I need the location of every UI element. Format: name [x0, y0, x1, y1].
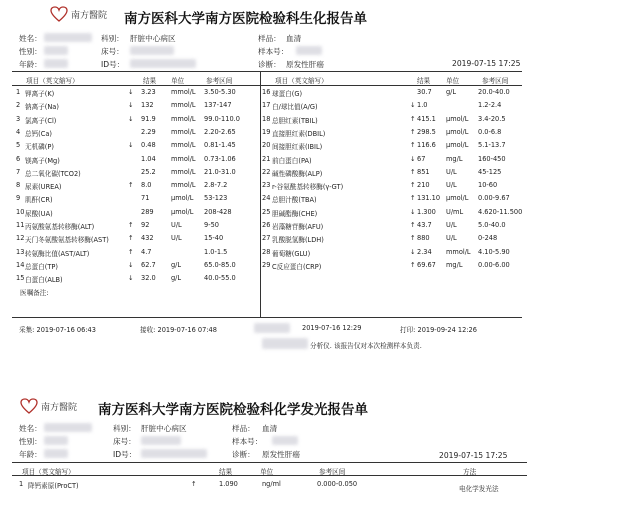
result-ref: 15-40	[204, 234, 224, 243]
report-date-2: 2019-07-15 17:25	[439, 451, 508, 460]
result-flag: ↓	[410, 154, 416, 163]
result-result: 67	[417, 154, 426, 163]
gender-label: 性别：	[19, 47, 42, 56]
result-flag: ↓	[410, 207, 416, 216]
redacted-sample-no	[296, 46, 322, 55]
result-result: 8.0	[141, 181, 152, 190]
result-unit: U/L	[446, 167, 457, 176]
table2-row-flag: ↑	[191, 480, 197, 488]
gender-label-2: 性别：	[19, 437, 42, 446]
result-ref: 40.0-55.0	[204, 274, 236, 283]
result-result: 91.9	[141, 114, 156, 123]
bed-label: 床号：	[101, 47, 124, 56]
specimen-value: 血清	[286, 34, 302, 43]
redacted-bed-2	[141, 436, 181, 445]
dept-label-2: 科别：	[113, 424, 136, 433]
result-item: 天门冬氨酸氨基转移酶(AST)	[25, 236, 109, 245]
result-ref: 208-428	[204, 207, 232, 216]
result-flag: ↑	[410, 114, 416, 123]
result-no: 20	[262, 141, 271, 150]
result-ref: 160-450	[478, 154, 506, 163]
result-result: 432	[141, 234, 154, 243]
receive-time: 接收: 2019-07-16 07:48	[140, 326, 217, 334]
result-result: 298.5	[417, 127, 436, 136]
table2-row-ref: 0.000-0.050	[317, 480, 358, 488]
result-item: 白蛋白(ALB)	[25, 276, 63, 285]
print-time: 打印: 2019-09-24 12:26	[400, 326, 477, 334]
result-item: 肌酐(CR)	[25, 196, 53, 205]
header-ref-right: 参考区间	[482, 77, 509, 85]
bed-label-2: 床号：	[113, 437, 136, 446]
result-unit: U/L	[171, 234, 182, 243]
result-unit: μmol/L	[446, 141, 469, 150]
redacted-id	[130, 59, 196, 68]
specimen-value-2: 血清	[262, 424, 278, 433]
result-no: 2	[16, 101, 21, 110]
result-no: 7	[16, 167, 21, 176]
table2-row-method: 电化学发光法	[459, 485, 499, 493]
result-result: 2.29	[141, 127, 156, 136]
result-item: 前白蛋白(PA)	[272, 156, 312, 165]
result-result: 2.34	[417, 247, 432, 256]
result-ref: 0.81-1.45	[204, 141, 236, 150]
result-item: 无机磷(P)	[25, 143, 54, 152]
result-no: 24	[262, 194, 271, 203]
result-no: 26	[262, 221, 271, 229]
result-flag: ↓	[128, 101, 134, 110]
result-result: 25.2	[141, 167, 156, 176]
result-item: 总蛋白(TP)	[25, 262, 58, 271]
result-ref: 5.1-13.7	[478, 141, 506, 150]
result-item: 碱性磷酸酶(ALP)	[272, 169, 323, 178]
result-result: 4.7	[141, 247, 152, 256]
result-no: 4	[16, 127, 21, 136]
result-no: 19	[262, 127, 271, 136]
dept-label: 科别：	[101, 34, 124, 43]
result-ref: 53-123	[204, 194, 228, 203]
result-ref: 3.4-20.5	[478, 114, 506, 123]
result-unit: mmol/L	[171, 167, 196, 176]
diag-value: 原发性肝癌	[286, 60, 324, 69]
result-unit: mmol/L	[171, 88, 196, 96]
result-no: 17	[262, 101, 271, 110]
result-unit: U/L	[171, 221, 182, 229]
result-item: 总胆红素(TBIL)	[272, 116, 318, 125]
redacted-bed	[130, 46, 174, 55]
diag-label-2: 诊断：	[232, 450, 255, 459]
result-item: 尿素(UREA)	[25, 183, 62, 192]
result-unit: μmol/L	[446, 127, 469, 136]
result-ref: 4.10-5.90	[478, 247, 510, 256]
redacted-name-2	[44, 423, 92, 432]
result-ref: 1.2-2.4	[478, 101, 502, 110]
result-unit: g/L	[171, 260, 182, 269]
result-no: 16	[262, 88, 271, 96]
header-unit-left: 单位	[171, 77, 185, 85]
hospital-logo-icon	[20, 398, 38, 414]
result-no: 28	[262, 247, 271, 256]
result-item: 白/球比值(A/G)	[272, 103, 318, 112]
result-ref: 45-125	[478, 167, 502, 176]
result-no: 14	[16, 260, 25, 269]
redacted-sample-no-2	[272, 436, 298, 445]
report-time: 2019-07-16 12:29	[302, 324, 362, 332]
result-unit: mmol/L	[446, 247, 471, 256]
result-item: 总二氧化碳(TCO2)	[25, 169, 81, 178]
result-no: 9	[16, 194, 21, 203]
redacted-gender-2	[44, 436, 68, 445]
id-label-2: ID号：	[113, 450, 137, 459]
result-no: 27	[262, 234, 271, 243]
result-item: 葡萄糖(GLU)	[272, 249, 311, 258]
result-flag: ↑	[410, 181, 416, 190]
result-unit: μmol/L	[171, 207, 194, 216]
result-ref: 10-60	[478, 181, 498, 190]
table-center-divider	[260, 71, 261, 317]
result-flag: ↓	[410, 101, 416, 110]
result-ref: 21.0-31.0	[204, 167, 236, 176]
result-unit: mmol/L	[171, 141, 196, 150]
result-item: 钾离子(K)	[25, 90, 55, 98]
table2-row-item: 降钙素原(ProCT)	[28, 482, 79, 490]
result-item: 直接胆红素(DBIL)	[272, 129, 326, 138]
result-item: 尿酸(UA)	[25, 209, 53, 218]
result-result: 210	[417, 181, 430, 190]
result-no: 15	[16, 274, 25, 283]
table2-row-no: 1	[19, 480, 24, 488]
result-no: 10	[16, 207, 25, 216]
result-flag: ↑	[410, 260, 416, 269]
result-item: 间接胆红素(IBIL)	[272, 143, 323, 152]
result-result: 1.04	[141, 154, 156, 163]
result-flag: ↑	[410, 167, 416, 176]
result-result: 69.67	[417, 260, 436, 269]
result-no: 21	[262, 154, 271, 163]
result-ref: 3.50-5.30	[204, 88, 236, 96]
result-item: 胆碱酯酶(CHE)	[272, 209, 318, 218]
result-unit: mmol/L	[171, 181, 196, 190]
result-unit: g/L	[171, 274, 182, 283]
result-result: 1.300	[417, 207, 436, 216]
result-item: 镁离子(Mg)	[25, 156, 60, 165]
result-no: 22	[262, 167, 271, 176]
result-result: 132	[141, 101, 154, 110]
result-flag: ↑	[410, 234, 416, 243]
result-result: 43.7	[417, 221, 432, 229]
header-unit-right: 单位	[446, 77, 460, 85]
sample-no-label: 样本号：	[258, 47, 289, 56]
header2-item: 项目（英文缩写）	[22, 468, 75, 476]
result-no: 25	[262, 207, 271, 216]
result-result: 851	[417, 167, 430, 176]
header2-unit: 单位	[260, 468, 274, 476]
result-item: 丙氨酸氨基转移酶(ALT)	[25, 223, 95, 231]
result-unit: mmol/L	[171, 101, 196, 110]
table-header-line	[12, 85, 522, 86]
result-item: C反应蛋白(CRP)	[272, 262, 322, 271]
result-ref: 2.20-2.65	[204, 127, 236, 136]
result-result: 415.1	[417, 114, 436, 123]
result-no: 8	[16, 181, 21, 190]
result-item: 总胆汁酸(TBA)	[272, 196, 317, 205]
result-flag: ↓	[128, 260, 134, 269]
logo-text: 南方醫院	[71, 10, 108, 21]
redacted-analyzer	[262, 338, 308, 349]
result-ref: 0.0-6.8	[478, 127, 502, 136]
result-flag: ↑	[410, 127, 416, 136]
result-ref: 0.00-6.00	[478, 260, 510, 269]
result-no: 1	[16, 88, 21, 96]
dept-value-2: 肝脏中心病区	[141, 424, 187, 433]
result-item: 转氨酶比值(AST/ALT)	[25, 249, 90, 258]
result-ref: 2.8-7.2	[204, 181, 228, 190]
report-date: 2019-07-15 17:25	[452, 59, 521, 68]
result-no: 3	[16, 114, 21, 123]
result-no: 6	[16, 154, 21, 163]
remarks-label: 医嘱备注:	[20, 289, 49, 297]
result-ref: 20.0-40.0	[478, 88, 510, 96]
header-item-left: 项目（英文缩写）	[26, 77, 79, 85]
table2-top-line	[12, 462, 527, 463]
result-result: 32.0	[141, 274, 156, 283]
table-bottom-line	[12, 317, 522, 318]
report-title-2: 南方医科大学南方医院检验科化学发光报告单	[98, 402, 368, 418]
result-flag: ↑	[128, 247, 134, 256]
result-item: 氯离子(Cl)	[25, 116, 57, 125]
result-ref: 0-248	[478, 234, 498, 243]
result-flag: ↑	[410, 194, 416, 203]
result-ref: 1.0-1.5	[204, 247, 228, 256]
disclaimer-note: 分析仪. 该报告仅对本次检测样本负责.	[310, 342, 422, 350]
result-result: 62.7	[141, 260, 156, 269]
sample-no-label-2: 样本号：	[232, 437, 263, 446]
logo-text: 南方醫院	[41, 402, 78, 413]
redacted-age-2	[44, 449, 68, 458]
result-unit: mg/L	[446, 260, 463, 269]
result-unit: mmol/L	[171, 127, 196, 136]
result-no: 13	[16, 247, 25, 256]
result-item: r-谷氨酰基转移酶(γ-GT)	[272, 183, 344, 192]
name-label-2: 姓名：	[19, 424, 42, 433]
age-label: 年龄：	[19, 60, 42, 69]
result-flag: ↓	[128, 114, 134, 123]
header-result-right: 结果	[417, 77, 431, 85]
result-unit: μmol/L	[171, 194, 194, 203]
result-flag: ↓	[128, 141, 134, 150]
redacted-gender	[44, 46, 68, 55]
result-item: 岩藻糖苷酶(AFU)	[272, 223, 324, 231]
result-flag: ↓	[128, 88, 134, 96]
header-ref-left: 参考区间	[206, 77, 233, 85]
name-label: 姓名：	[19, 34, 42, 43]
result-unit: μmol/L	[446, 114, 469, 123]
result-ref: 0.00-9.67	[478, 194, 510, 203]
redacted-reporter	[254, 323, 290, 333]
result-unit: mmol/L	[171, 114, 196, 123]
report-title: 南方医科大学南方医院检验科生化报告单	[124, 11, 367, 27]
header2-method: 方法	[463, 468, 477, 476]
collect-time: 采集: 2019-07-16 06:43	[19, 326, 96, 334]
result-no: 12	[16, 234, 25, 243]
hospital-logo-2	[20, 398, 77, 414]
header-result-left: 结果	[143, 77, 157, 85]
redacted-name	[44, 33, 92, 42]
table-top-line	[12, 71, 522, 72]
result-unit: U/L	[446, 181, 457, 190]
result-unit: μmol/L	[446, 194, 469, 203]
redacted-age	[44, 59, 68, 68]
dept-value: 肝脏中心病区	[130, 34, 176, 43]
result-unit: U/L	[446, 234, 457, 243]
result-result: 289	[141, 207, 154, 216]
specimen-label-2: 样品：	[232, 424, 255, 433]
header2-result: 结果	[219, 468, 233, 476]
result-flag: ↓	[410, 247, 416, 256]
result-flag: ↑	[128, 221, 134, 229]
id-label: ID号：	[101, 60, 125, 69]
result-result: 71	[141, 194, 150, 203]
result-flag: ↑	[128, 234, 134, 243]
result-result: 116.6	[417, 141, 436, 150]
specimen-label: 样品：	[258, 34, 281, 43]
result-unit: mmol/L	[171, 154, 196, 163]
result-result: 30.7	[417, 88, 432, 96]
hospital-logo-icon	[50, 6, 68, 22]
result-unit: U/L	[446, 221, 457, 229]
result-flag: ↑	[128, 181, 134, 190]
result-ref: 4.620-11.500	[478, 207, 523, 216]
header2-ref: 参考区间	[319, 468, 346, 476]
result-no: 11	[16, 221, 25, 229]
result-item: 球蛋白(G)	[272, 90, 303, 98]
result-item: 乳酸脱氢酶(LDH)	[272, 236, 324, 245]
result-unit: g/L	[446, 88, 457, 96]
result-ref: 5.0-40.0	[478, 221, 506, 229]
result-result: 92	[141, 221, 150, 229]
age-label-2: 年龄：	[19, 450, 42, 459]
result-item: 钠离子(Na)	[25, 103, 59, 112]
result-ref: 9-50	[204, 221, 219, 229]
result-ref: 65.0-85.0	[204, 260, 236, 269]
result-ref: 0.73-1.06	[204, 154, 236, 163]
result-unit: U/mL	[446, 207, 464, 216]
result-ref: 99.0-110.0	[204, 114, 240, 123]
result-result: 131.10	[417, 194, 441, 203]
result-ref: 137-147	[204, 101, 232, 110]
hospital-logo	[50, 6, 107, 22]
result-no: 29	[262, 260, 271, 269]
result-result: 880	[417, 234, 430, 243]
table2-row-result: 1.090	[219, 480, 238, 488]
result-no: 5	[16, 141, 21, 150]
result-flag: ↑	[410, 141, 416, 150]
result-result: 0.48	[141, 141, 156, 150]
result-result: 1.0	[417, 101, 428, 110]
table2-row-unit: ng/ml	[262, 480, 281, 488]
result-flag: ↓	[128, 274, 134, 283]
diag-value-2: 原发性肝癌	[262, 450, 300, 459]
header-item-right: 项目（英文缩写）	[275, 77, 328, 85]
result-flag: ↑	[410, 221, 416, 229]
result-no: 18	[262, 114, 271, 123]
result-result: 3.23	[141, 88, 156, 96]
result-item: 总钙(Ca)	[25, 129, 52, 138]
result-unit: mg/L	[446, 154, 463, 163]
redacted-id-2	[141, 449, 207, 458]
diag-label: 诊断：	[258, 60, 281, 69]
result-no: 23	[262, 181, 271, 190]
